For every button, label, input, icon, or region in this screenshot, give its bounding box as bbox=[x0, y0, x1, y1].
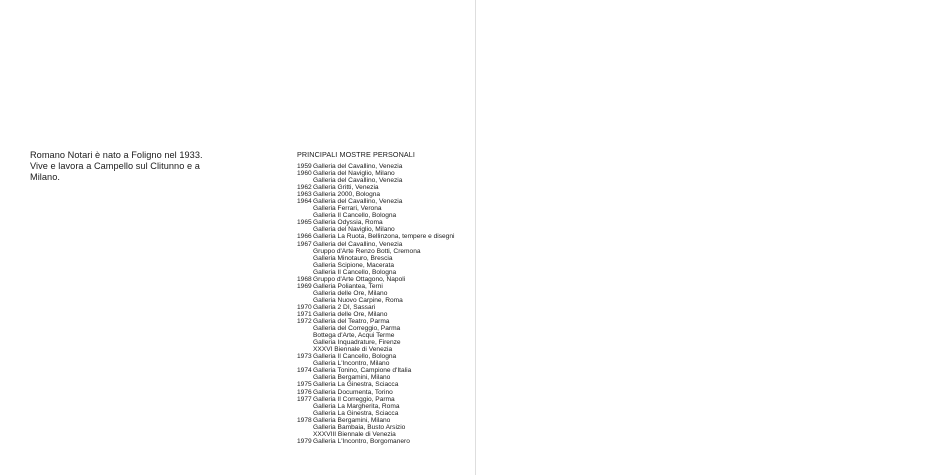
exhibition-year bbox=[297, 431, 313, 438]
exhibition-venue: Galleria del Cavallino, Venezia bbox=[313, 177, 403, 185]
exhibitions-heading: PRINCIPALI MOSTRE PERSONALI bbox=[297, 150, 415, 159]
exhibition-venue: Galleria Documenta, Torino bbox=[313, 388, 393, 396]
exhibition-venue: Galleria L'Incontro, Milano bbox=[313, 360, 390, 368]
exhibition-row bbox=[297, 276, 472, 283]
exhibition-venue: Galleria Il Cancello, Bologna bbox=[313, 212, 397, 220]
exhibition-year: 1962 bbox=[297, 184, 312, 192]
exhibition-venue: Galleria La Margherita, Roma bbox=[313, 402, 400, 410]
exhibition-year bbox=[297, 403, 313, 410]
exhibition-year bbox=[297, 346, 313, 353]
exhibition-venue: Galleria del Cavallino, Venezia bbox=[313, 240, 403, 248]
exhibition-year bbox=[297, 177, 313, 184]
exhibition-venue: Galleria Scipione, Macerata bbox=[313, 261, 394, 269]
exhibition-venue: Galleria La Ruota, Bellinzona, tempere e disegni bbox=[313, 233, 455, 241]
exhibition-year: 1973 bbox=[297, 353, 312, 361]
exhibition-venue: Galleria del Teatro, Parma bbox=[313, 318, 390, 326]
exhibition-venue: Galleria del Naviglio, Milano bbox=[313, 226, 395, 234]
exhibition-row bbox=[297, 346, 472, 353]
exhibition-venue: Galleria Odyssia, Roma bbox=[313, 219, 383, 227]
exhibition-year bbox=[297, 360, 313, 367]
exhibition-venue: Galleria delle Ore, Milano bbox=[313, 310, 388, 318]
exhibition-venue: Galleria La Ginestra, Sciacca bbox=[313, 381, 399, 389]
exhibition-row bbox=[297, 417, 472, 424]
exhibition-row bbox=[297, 198, 472, 205]
exhibition-row bbox=[297, 367, 472, 374]
exhibition-year: 1969 bbox=[297, 282, 312, 290]
exhibition-year: 1974 bbox=[297, 367, 312, 375]
exhibition-year: 1959 bbox=[297, 163, 312, 170]
exhibition-row bbox=[297, 325, 472, 332]
exhibition-venue: Galleria Il Cancello, Bologna bbox=[313, 268, 397, 276]
exhibition-venue: Galleria del Correggio, Parma bbox=[313, 325, 401, 333]
exhibition-venue: Galleria Gritti, Venezia bbox=[313, 184, 379, 192]
exhibition-venue: Galleria Ferrari, Verona bbox=[313, 205, 382, 213]
exhibition-venue: Galleria Nuovo Carpine, Roma bbox=[313, 296, 403, 304]
exhibition-year bbox=[297, 424, 313, 431]
exhibition-row bbox=[297, 248, 472, 255]
exhibition-row bbox=[297, 191, 472, 198]
exhibition-year bbox=[297, 374, 313, 381]
exhibition-row bbox=[297, 374, 472, 381]
exhibition-year: 1972 bbox=[297, 318, 312, 326]
exhibition-venue: Galleria del Naviglio, Milano bbox=[313, 170, 395, 178]
exhibition-row bbox=[297, 431, 472, 438]
exhibition-venue: Galleria Il Correggio, Parma bbox=[313, 395, 395, 403]
exhibition-year: 1963 bbox=[297, 191, 312, 199]
exhibition-row bbox=[297, 290, 472, 297]
exhibition-row bbox=[297, 262, 472, 269]
exhibition-year: 1967 bbox=[297, 240, 312, 248]
exhibition-year bbox=[297, 269, 313, 276]
exhibition-venue: Galleria Bambaia, Busto Arsizio bbox=[313, 423, 406, 431]
exhibition-year bbox=[297, 212, 313, 219]
artist-bio bbox=[30, 150, 210, 183]
exhibition-year bbox=[297, 332, 313, 339]
exhibition-year: 1964 bbox=[297, 198, 312, 206]
exhibition-venue: Galleria L'Incontro, Borgomanero bbox=[313, 437, 410, 445]
exhibition-year bbox=[297, 226, 313, 233]
exhibition-venue: Galleria Minotauro, Brescia bbox=[313, 254, 393, 262]
exhibition-row bbox=[297, 170, 472, 177]
exhibition-year: 1977 bbox=[297, 395, 312, 403]
exhibition-year: 1965 bbox=[297, 219, 312, 227]
exhibition-venue: Bottega d'Arte, Acqui Terme bbox=[313, 332, 395, 340]
exhibition-year bbox=[297, 297, 313, 304]
exhibition-year bbox=[297, 410, 313, 417]
exhibition-year: 1970 bbox=[297, 303, 312, 311]
exhibition-year: 1979 bbox=[297, 437, 312, 445]
exhibition-year: 1968 bbox=[297, 275, 312, 283]
exhibition-venue: Gruppo d'Arte Renzo Botti, Cremona bbox=[313, 247, 421, 255]
exhibition-row bbox=[297, 212, 472, 219]
exhibition-year bbox=[297, 339, 313, 346]
exhibition-row bbox=[297, 403, 472, 410]
exhibition-venue: Gruppo d'Arte Ottagono, Napoli bbox=[313, 275, 406, 283]
exhibition-row bbox=[297, 255, 472, 262]
exhibition-row bbox=[297, 389, 472, 396]
exhibition-year: 1976 bbox=[297, 388, 312, 396]
exhibition-venue: Galleria Il Cancello, Bologna bbox=[313, 353, 397, 361]
exhibition-row bbox=[297, 219, 472, 226]
exhibition-venue: Galleria Bergamini, Milano bbox=[313, 416, 391, 424]
exhibition-year: 1960 bbox=[297, 170, 312, 178]
exhibition-venue: Galleria 2 DI, Sassari bbox=[313, 303, 376, 311]
exhibition-year: 1966 bbox=[297, 233, 312, 241]
exhibition-row bbox=[297, 205, 472, 212]
exhibition-venue: Galleria del Cavallino, Venezia bbox=[313, 163, 403, 170]
exhibition-row bbox=[297, 177, 472, 184]
exhibition-venue: Galleria del Cavallino, Venezia bbox=[313, 198, 403, 206]
exhibition-row bbox=[297, 311, 472, 318]
exhibition-row bbox=[297, 226, 472, 233]
exhibition-year: 1978 bbox=[297, 416, 312, 424]
exhibition-venue: Galleria delle Ore, Milano bbox=[313, 289, 388, 297]
exhibition-venue: Galleria Inquadrature, Firenze bbox=[313, 339, 401, 347]
exhibition-row bbox=[297, 438, 472, 445]
exhibition-year bbox=[297, 262, 313, 269]
exhibition-row bbox=[297, 381, 472, 388]
exhibition-year bbox=[297, 248, 313, 255]
exhibition-row bbox=[297, 184, 472, 191]
exhibition-row bbox=[297, 283, 472, 290]
exhibition-venue: Galleria Poliantea, Terni bbox=[313, 282, 383, 290]
exhibition-year bbox=[297, 325, 313, 332]
exhibition-row bbox=[297, 269, 472, 276]
exhibitions-list bbox=[297, 163, 472, 445]
exhibition-row bbox=[297, 360, 472, 367]
exhibition-venue: XXXVIII Biennale di Venezia bbox=[313, 430, 396, 438]
exhibition-venue: Galleria 2000, Bologna bbox=[313, 191, 381, 199]
exhibition-row bbox=[297, 241, 472, 248]
exhibition-venue: Galleria Tonino, Campione d'Italia bbox=[313, 367, 412, 375]
exhibition-row bbox=[297, 163, 472, 170]
exhibition-row bbox=[297, 332, 472, 339]
exhibition-row bbox=[297, 233, 472, 240]
exhibition-row bbox=[297, 297, 472, 304]
bio-line: Romano Notari è nato a Foligno nel 1933. bbox=[30, 150, 203, 160]
exhibition-year: 1971 bbox=[297, 310, 312, 318]
exhibition-row bbox=[297, 410, 472, 417]
exhibition-row bbox=[297, 424, 472, 431]
exhibition-venue: Galleria Bergamini, Milano bbox=[313, 374, 391, 382]
exhibition-row bbox=[297, 304, 472, 311]
exhibition-venue: Galleria La Ginestra, Sciacca bbox=[313, 409, 399, 417]
right-page-blank bbox=[476, 0, 950, 475]
bio-line: Vive e lavora a Campello sul Clitunno e a bbox=[30, 161, 200, 171]
exhibition-year bbox=[297, 205, 313, 212]
exhibition-year: 1975 bbox=[297, 381, 312, 389]
exhibition-row bbox=[297, 318, 472, 325]
exhibition-venue: XXXVI Biennale di Venezia bbox=[313, 346, 393, 354]
exhibition-year bbox=[297, 255, 313, 262]
exhibition-year bbox=[297, 290, 313, 297]
exhibitions-section bbox=[297, 150, 472, 445]
exhibition-row bbox=[297, 396, 472, 403]
exhibition-row bbox=[297, 353, 472, 360]
exhibition-row bbox=[297, 339, 472, 346]
bio-line: Milano. bbox=[30, 172, 60, 182]
